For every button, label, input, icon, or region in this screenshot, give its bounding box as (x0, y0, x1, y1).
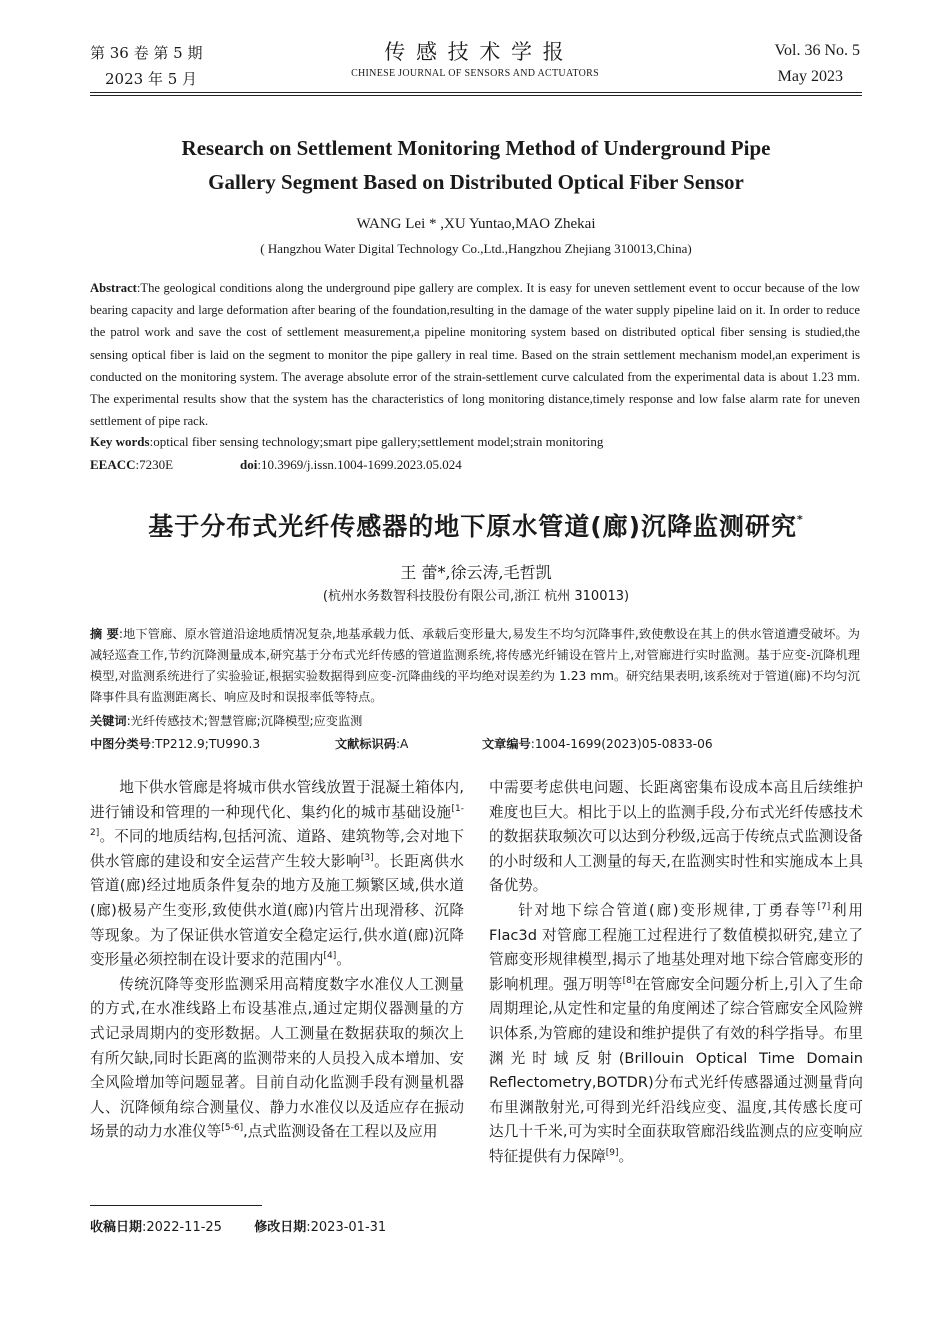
article-no-label: 文章编号 (482, 737, 531, 751)
volume-issue-en: Vol. 36 No. 5 (774, 42, 860, 59)
eeacc-line (90, 457, 860, 473)
body-left-column (90, 776, 464, 1145)
abstract-cn-text: :地下管廊、原水管道沿途地质情况复杂,地基承载力低、承载后变形量大,易发生不均匀沉降事件,致使敷设在其上的供水管道遭受破坏。为减轻巡查工作,节约沉降测量成本,研究基于分布式光纤传感的管道监测系统,将传感光纤铺设在管片上,对管廊进行实时监测。基于应变-沉降机理模型,对监测系统进行了实验验证,根据实验数据得到应变-沉降曲线的平均绝对误差约为 1.23 mm。研究结果表明,该系统对于管道(廊)不均匀沉降事件具有监测距离长、响应及时和误报率低等特点。 (90, 627, 860, 704)
citation: [9] (605, 1147, 619, 1158)
body-right-paragraph-1: 中需要考虑供电问题、长距离密集布设成本高且后续维护难度也巨大。相比于以上的监测手段,分布式光纤传感技术的数据获取频次可以达到分秒级,远高于传统点式监测设备的小时级和人工测量的每天,在监测实时性和实施成本上具备优势。 (489, 779, 863, 895)
citation: [7] (817, 901, 831, 912)
citation: [3] (360, 852, 374, 863)
journal-title-cn: 传 感 技 术 学 报 (384, 40, 566, 64)
doc-code-label: 文献标识码 (335, 737, 396, 751)
dates-line (90, 1216, 386, 1235)
affiliation-en: ( Hangzhou Water Digital Technology Co.,Ltd.,Hangzhou Zhejiang 310013,China) (260, 241, 692, 256)
keywords-en-label: Key words (90, 434, 150, 449)
title-en-line2: Gallery Segment Based on Distributed Optical Fiber Sensor (208, 170, 744, 194)
clc-label: 中图分类号 (90, 737, 151, 751)
title-cn: 基于分布式光纤传感器的地下原水管道(廊)沉降监测研究* (148, 512, 804, 541)
eeacc-label: EEACC (90, 457, 136, 472)
affiliation-cn: (杭州水务数智科技股份有限公司,浙江 杭州 310013) (322, 589, 630, 604)
body-left-paragraph-2: 传统沉降等变形监测采用高精度数字水准仪人工测量的方式,在水准线路上布设基准点,通过定期仪器测量的方式记录周期内的变形数据。人工测量在数据获取的频次上有所欠缺,同时长距离的监测带来的人员投入成本增加、安全风险增加等问题显著。目前自动化监测手段有测量机器人、沉降倾角综合测量仪、静力水准仪以及适应存在振动场景的动力水准仪等[5-6],点式监测设备在工程以及应用 (90, 975, 464, 1141)
body-left-paragraph-1: 地下供水管廊是将城市供水管线放置于混凝土箱体内,进行铺设和管理的一种现代化、集约化的城市基础设施[1-2]。不同的地质结构,包括河流、道路、建筑物等,会对地下供水管廊的建设和安全运营产生较大影响[3]。长距离供水管道(廊)经过地质条件复杂的地方及施工频繁区域,供水道(廊)极易产生变形,致使供水道(廊)内管片出现滑移、沉降等现象。为了保证供水管道安全稳定运行,供水道(廊)沉降变形量必须控制在设计要求的范围内[4]。 (90, 779, 464, 969)
header-rule-bottom (90, 95, 862, 96)
keywords-cn (90, 711, 860, 732)
footnote-rule (90, 1205, 262, 1206)
abstract-en-label: Abstract (90, 281, 137, 295)
keywords-en (90, 434, 860, 450)
citation: [5-6] (221, 1123, 244, 1134)
authors-cn: 王 蕾*,徐云涛,毛哲凯 (400, 563, 552, 582)
title-en-line1: Research on Settlement Monitoring Method of Underground Pipe (181, 136, 771, 160)
body-right-column (489, 776, 863, 1170)
keywords-en-text: :optical fiber sensing technology;smart pipe gallery;settlement model;strain monitoring (149, 434, 604, 449)
date-cn: 2023 年 5 月 (105, 70, 198, 88)
clc-text: :TP212.9;TU990.3 (150, 737, 261, 751)
received-label: 收稿日期 (90, 1220, 143, 1235)
body-right-paragraph-2: 针对地下综合管道(廊)变形规律,丁勇春等[7]利用 Flac3d 对管廊工程施工过程进行了数值模拟研究,建立了管廊变形规律模型,揭示了地基处理对地下综合管廊变形的影响机理。强万明等[8]在管廊安全问题分析上,引入了生命周期理论,从定性和定量的角度阐述了综合管廊安全风险辨识体系,为管廊的建设和维护提供了有效的科学指导。布里渊光时域反射(Brillouin Optical Time Domain Reflectometry,BOTDR)分布式光纤传感器通过测量背向布里渊散射光,可得到光纤沿线应变、温度,其传感长度可达几十千米,可为实时全面获取管廊沿线监测点的应变响应特征提供有力保障[9]。 (489, 901, 863, 1165)
abstract-en-text: :The geological conditions along the underground pipe gallery are complex. It is easy for uneven settlement event to occur because of the low bearing capacity and large deformation after bearing of the foundation,resulting in the damage of the water supply pipeline laid on it. In order to reduce the patrol work and save the cost of settlement measurement,a pipeline monitoring system based on distributed optical fiber sensing is studied,the sensing optical fiber is laid on the segment to monitor the pipe gallery in real time. Based on the strain settlement mechanism model,an experiment is conducted on the monitoring system. The average absolute error of the strain-settlement curve calculated from the experimental data is about 1.23 mm. The experimental results show that the system has the characteristics of long monitoring distance,timely response and low false alarm rate for uneven settlement of pipe rack. (90, 281, 860, 429)
classification-line (90, 734, 860, 755)
citation: [8] (622, 975, 636, 986)
article-no-text: :1004-1699(2023)05-0833-06 (530, 737, 713, 751)
abstract-cn (90, 624, 860, 708)
revised-label: 修改日期 (254, 1220, 307, 1235)
doi-text: :10.3969/j.issn.1004-1699.2023.05.024 (257, 457, 462, 472)
volume-issue-cn: 第 36 卷 第 5 期 (90, 44, 203, 62)
title-cn-star: * (797, 513, 804, 526)
citation: [4] (323, 951, 337, 962)
date-en: May 2023 (777, 68, 843, 85)
eeacc-text: :7230E (135, 457, 174, 472)
keywords-cn-label: 关键词 (90, 714, 127, 728)
keywords-cn-text: :光纤传感技术;智慧管廊;沉降模型;应变监测 (126, 714, 363, 728)
doc-code-text: :A (395, 737, 409, 751)
doi-label: doi (240, 457, 258, 472)
citation: [1-2] (90, 803, 464, 839)
received-date: :2022-11-25 (142, 1220, 222, 1235)
journal-title-en: CHINESE JOURNAL OF SENSORS AND ACTUATORS (351, 68, 599, 79)
authors-en: WANG Lei * ,XU Yuntao,MAO Zhekai (356, 216, 596, 232)
header-rule-top (90, 92, 862, 93)
abstract-cn-label: 摘 要 (90, 627, 119, 641)
revised-date: :2023-01-31 (306, 1220, 387, 1235)
abstract-en (90, 277, 860, 432)
